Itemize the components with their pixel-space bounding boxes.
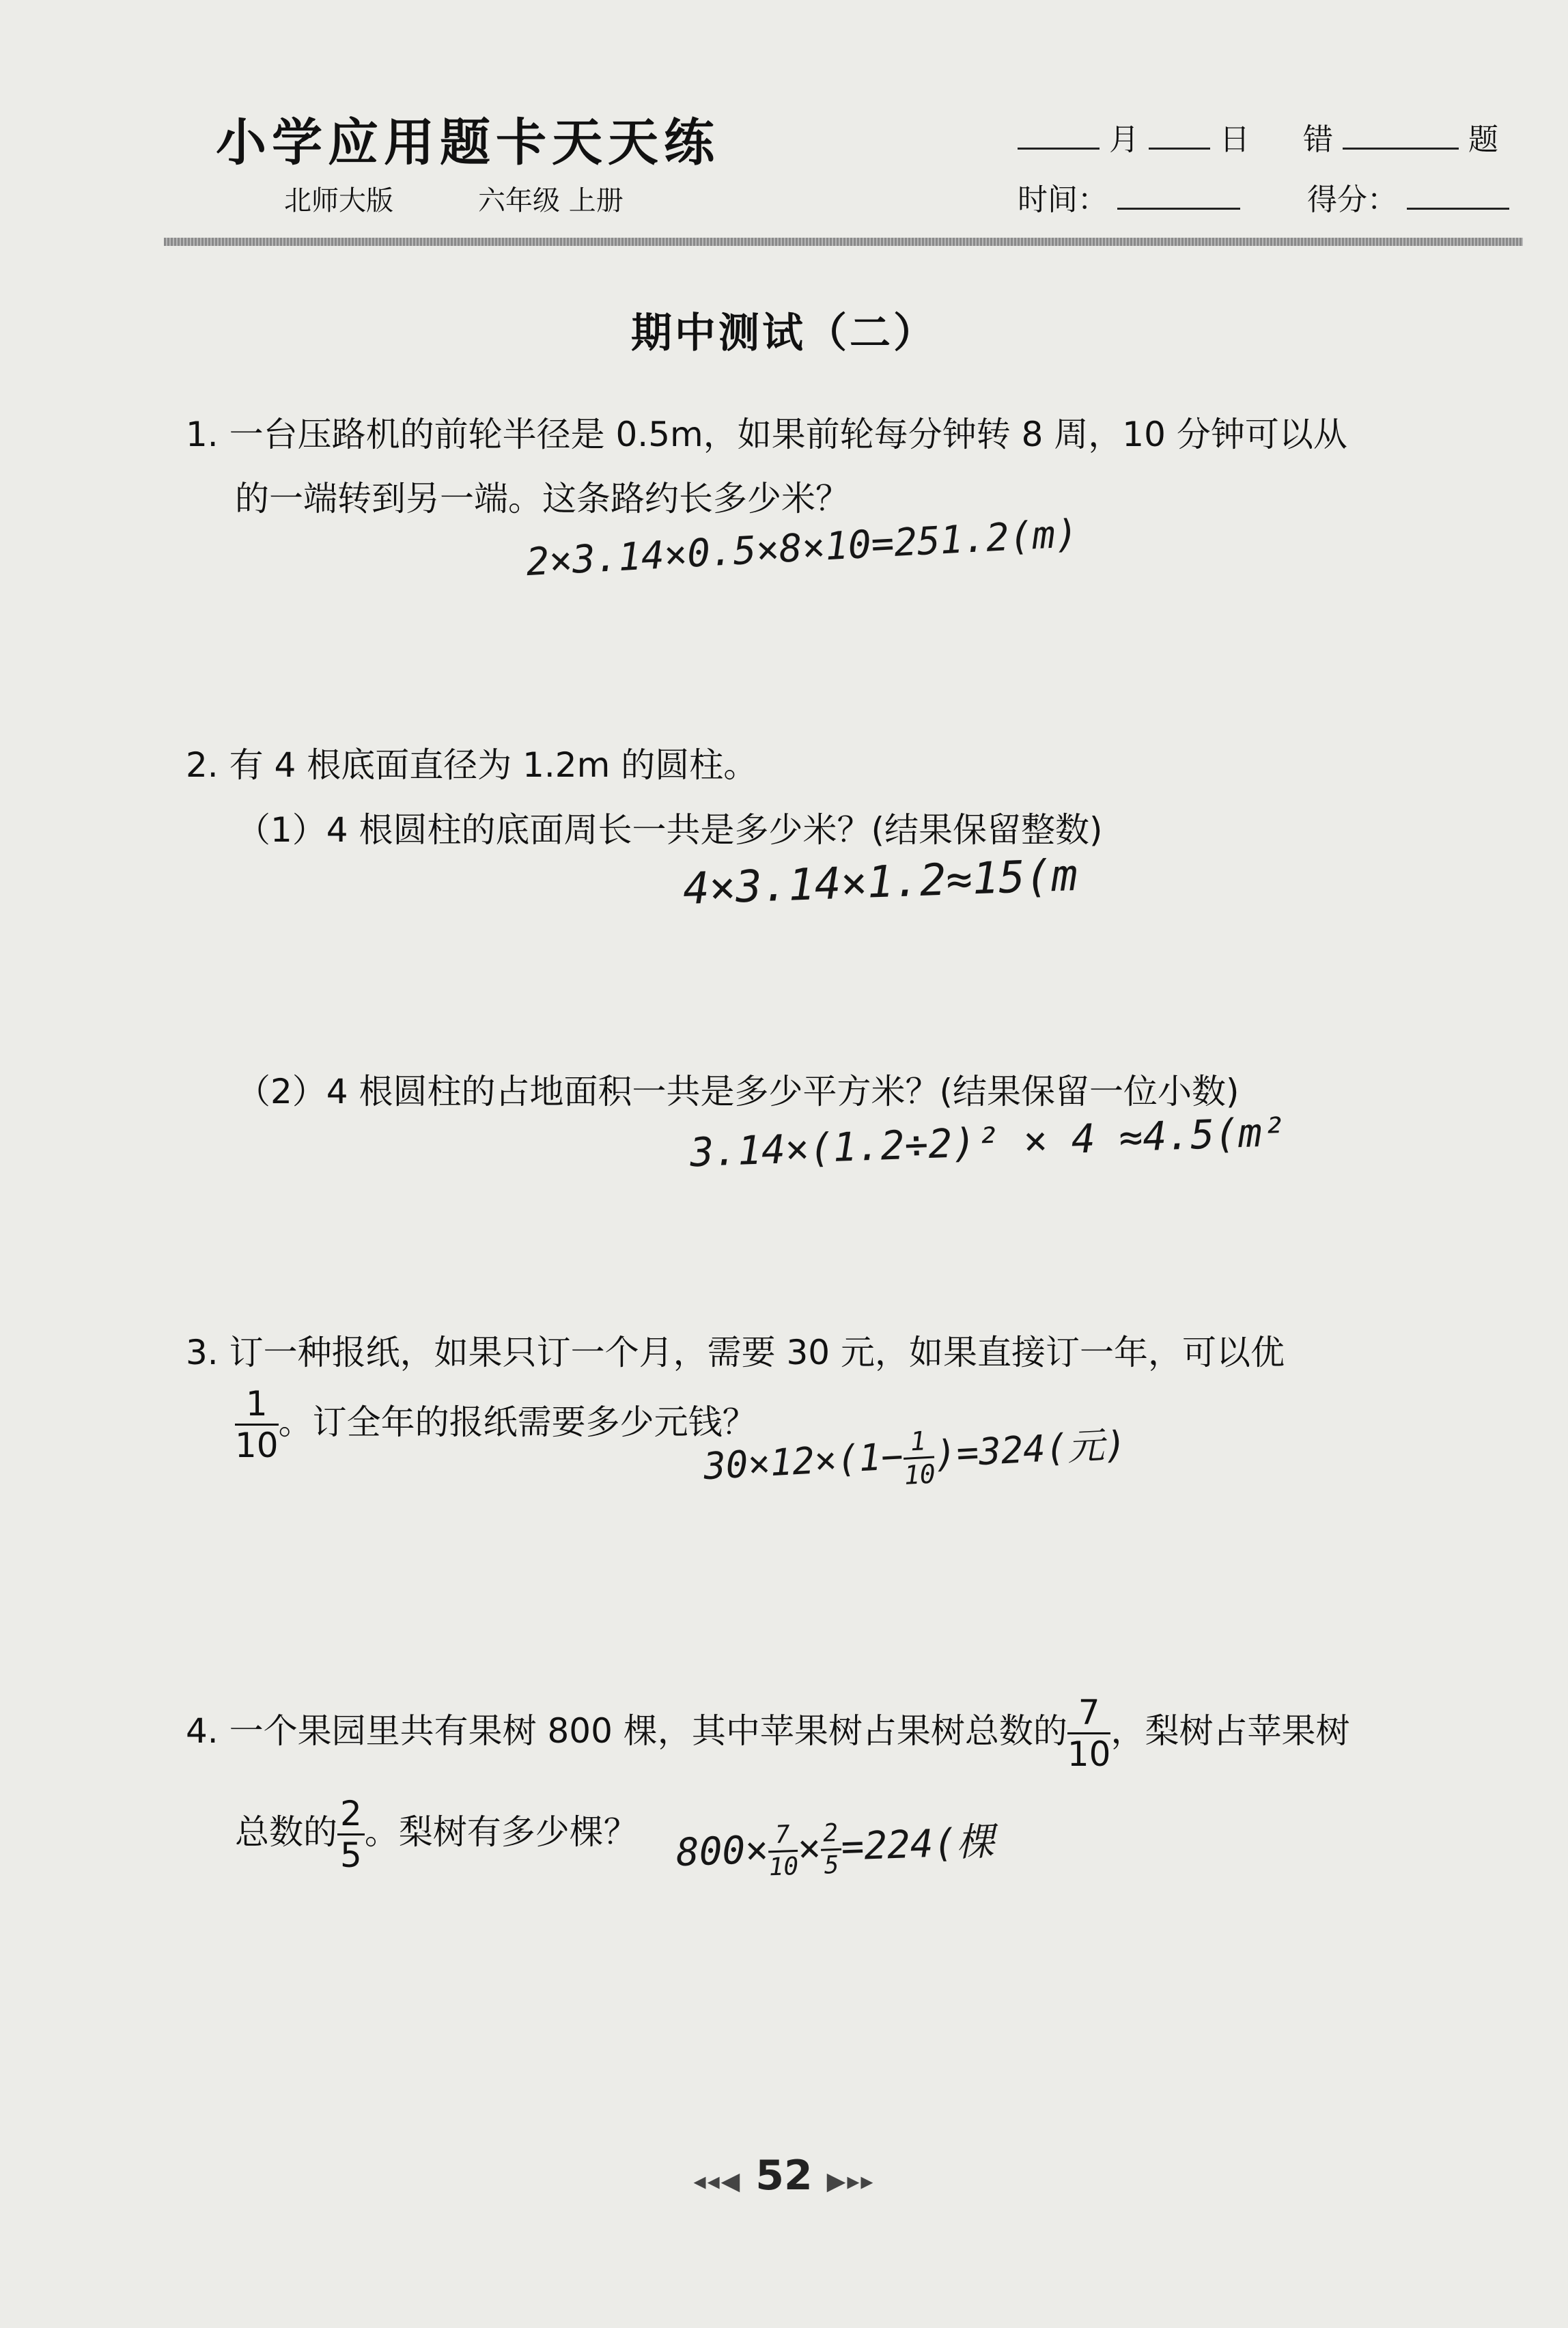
book-title: 小学应用题卡天天练	[216, 113, 720, 172]
q3-text-line2: $\frac{1}{10}$ 。订全年的报纸需要多少元钱？	[235, 1384, 757, 1465]
q4-text-line1: 4. 一个果园里共有果树 800 棵，其中苹果树占果树总数的 $\frac{7}{10}$ ，梨树占苹果树	[186, 1693, 1350, 1774]
q2-part2-handwritten-answer: 3.14×(1.2÷2)² × 4 ≈4.5(m²	[689, 1108, 1287, 1176]
wrong-blank	[1343, 141, 1459, 150]
q2-part1-text: （1）4 根圆柱的底面周长一共是多少米？(结果保留整数)	[236, 810, 1103, 850]
date-wrong-row	[1018, 115, 1498, 158]
q4-text-line2: 总数的 $\frac{2}{5}$ 。梨树有多少棵？	[235, 1794, 638, 1875]
question-label: 题	[1468, 122, 1498, 157]
q1-text-line2: 的一端转到另一端。这条路约长多少米？	[235, 479, 850, 518]
time-score-row	[1018, 175, 1509, 219]
q2-text: 2. 有 4 根底面直径为 1.2m 的圆柱。	[186, 745, 758, 785]
q3-fraction: $\frac{1}{10}$	[235, 1384, 279, 1465]
q2-part2-text: （2）4 根圆柱的占地面积一共是多少平方米？(结果保留一位小数)	[236, 1072, 1240, 1111]
left-arrows-icon: ◂◂◀	[693, 2167, 742, 2195]
time-blank	[1117, 201, 1240, 210]
q4-fraction-2-5: $\frac{2}{5}$	[337, 1797, 365, 1872]
edition-label: 北师大版	[284, 185, 393, 217]
wrong-label: 错	[1303, 122, 1333, 157]
q1-handwritten-answer: 2×3.14×0.5×8×10=251.2(m)	[524, 511, 1080, 585]
q3-text-line1: 3. 订一种报纸，如果只订一个月，需要 30 元，如果直接订一年，可以优	[186, 1333, 1285, 1372]
time-label: 时间：	[1018, 182, 1108, 217]
day-blank	[1149, 141, 1210, 150]
q1-text-line1: 1. 一台压路机的前轮半径是 0.5m，如果前轮每分钟转 8 周，10 分钟可以从	[186, 415, 1347, 454]
page-title: 期中测试（二）	[631, 309, 937, 357]
score-label: 得分：	[1307, 182, 1397, 217]
q2-part1-handwritten-answer: 4×3.14×1.2≈15(m	[682, 850, 1079, 915]
q3-handwritten-answer: 30×12×(1− $\frac{1}{10}$ )=324(元)	[702, 1422, 1128, 1491]
month-blank	[1018, 141, 1100, 150]
month-label: 月	[1109, 122, 1139, 157]
page-number: ◂◂◀ 52 ▶▸▸	[693, 2152, 875, 2200]
score-blank	[1407, 201, 1509, 210]
header-divider	[164, 238, 1523, 246]
right-arrows-icon: ▶▸▸	[826, 2167, 875, 2195]
q4-fraction-7-10: $\frac{7}{10}$	[1067, 1693, 1111, 1774]
grade-label: 六年级 上册	[478, 185, 624, 217]
q4-handwritten-answer: 800× $\frac{7}{10}$ × $\frac{2}{5}$ =224(棵	[675, 1819, 996, 1882]
day-label: 日	[1220, 122, 1250, 157]
